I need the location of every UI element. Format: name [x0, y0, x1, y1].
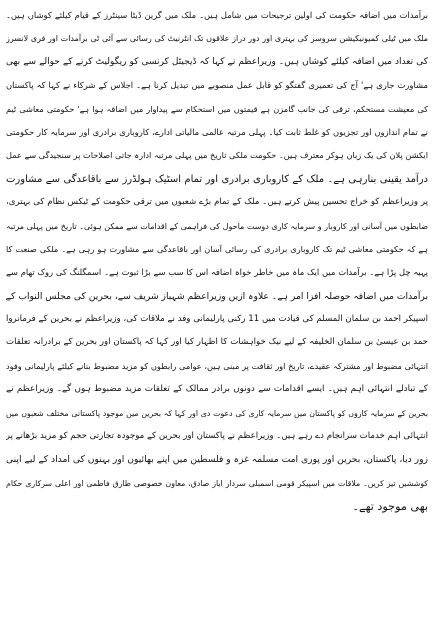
article-line: اسپیکر احمد بن سلمان المسلم کی قیادت میں 11 رکنی پارلیمانی وفد نے ملاقات کی، وزیراعظم نے بحرین کے فرمانروا	[6, 314, 428, 325]
article-line: انتہائی مضبوط اور مشترکہ عقیدے، تاریخ اور ثقافت پر مبنی ہیں، عوامی رابطوں کو مزید مضبوط بنانے کیلئے پارلیمانی وفود	[6, 360, 428, 371]
article-line: ہے کہ حکومتی معاشی ٹیم تک کاروباری برادری کی رسائی آسان اور باقاعدگی سے مشاورت ہو رہی ہے۔ ملکی صنعت کا	[6, 243, 428, 254]
article-line: برآمدات میں اضافہ حکومت کی اولین ترجیحات میں شامل ہیں۔ ملک میں گرین ڈیٹا سینٹرز کے قیام کیلئے کوشاں ہیں۔	[6, 10, 428, 20]
article-line: مشاورت جاری ہے' آج کی تعمیری گفتگو کو قابل عمل منصوبے میں تبدیل کرنا ہے۔ اجلاس کے شرکاء نے کہا کہ پاکستان	[6, 80, 428, 91]
article-line: بحرین کے سرمایہ کاروں کو پاکستان میں سرمایہ کاری کی دعوت دی اور کہا کہ بحرین میں موجود پاکستانی مختلف شعبوں میں	[6, 408, 428, 418]
article-line: کوششیں تیز کریں۔ ملاقات میں اسپیکر قومی اسمبلی سردار ایاز صادق، معاون خصوصی طارق فاطمی اور اعلی سرکاری حکام	[6, 478, 428, 488]
article-line: کی معیشت مستحکم، ترقی کی جانب گامزن ہے قیمتوں میں استحکام سے پیداوار میں اضافہ ہوا ہے' حکومتی معاشی ٹیم	[6, 103, 428, 114]
article-line: حمد بن عیسیٰ بن سلمان الخلیفہ کے لیے نیک خواہشات کا اظہار کیا اور کہا کہ پاکستان اور بحرین کے برادرانہ تعلقات	[6, 337, 428, 348]
article-line: نے تمام اندازوں اور تجزیوں کو غلط ثابت کیا۔ پہلی مرتبہ عالمی مالیاتی ادارے، کاروباری برادری اور سرمایہ کار حکومتی	[6, 126, 428, 137]
article-line: پر وزیراعظم کو خراج تحسین پیش کرتے ہیں۔ ملک کے تمام بڑے شعبوں میں ترقی حکومت کے ٹیکس نظام کی بہتری،	[6, 197, 428, 208]
article-line: ضابطوں میں آسانی اور کاروبار و سرمایہ کاری دوست ماحول کی فراہمی کے اقدامات سے ممکن ہوئی۔ تاریخ میں پہلی مرتبہ	[6, 221, 428, 231]
article-line: کی تعداد میں اضافہ کیلئے کوشاں ہیں۔ وزیراعظم نے کہا کہ ڈیجیٹل کرنسی کو ریگولیٹ کرنے کے حوالے سے بھی	[6, 56, 428, 67]
article-line: بھی موجود تھے۔	[352, 500, 428, 514]
article-line: کے تبادلے انتہائی اہم ہیں۔ ایسے اقدامات سے دونوں برادر ممالک کے تعلقات مزید مضبوط ہوں گے۔ وزیراعظم نے	[6, 384, 428, 395]
article-line: ایکشن پلان کی یک زبان ہوکر معترف ہیں۔ حکومت ملکی تاریخ میں پہلی مرتبہ ادارہ جاتی اصلاحات پر سنجیدگی سے عمل	[6, 150, 428, 161]
article-line: درآمد یقینی بنارہی ہے۔ ملک کے کاروباری برادری اور تمام اسٹیک ہولڈرز سے باقاعدگی سے مشاورت	[6, 173, 428, 185]
article-line: زور دیا، پاکستان، بحرین اور پوری امت مسلمہ غزہ و فلسطین میں اپنے بھائیوں اور بہنوں کی امداد کے لیے اپنی	[6, 454, 428, 466]
article-line: ملک میں ٹیلی کمیونیکیشن سروسز کی بہتری اور دور دراز علاقوں تک انٹرنیٹ کی رسائی سے آئی ٹی برآمدات اور فری لانسرز	[6, 34, 428, 44]
article-line: برآمدات میں اضافہ حوصلہ افزا امر ہے۔ علاوہ ازیں وزیراعظم شہباز شریف سے، بحرین کی مجلس النواب کے	[6, 290, 428, 302]
article-line: انتہائی اہم خدمات سرانجام دے رہے ہیں۔ وزیراعظم نے پاکستان اور بحرین کے موجودہ تجارتی حجم کو مزید بڑھانے پر	[6, 431, 428, 442]
article-line: پہیہ چل پڑا ہے۔ برآمدات میں ایک ماہ میں خاطر خواہ اضافہ اس کا سب سے بڑا ثبوت ہے۔ اسمگلنگ کی روک تھام سے	[6, 267, 428, 278]
